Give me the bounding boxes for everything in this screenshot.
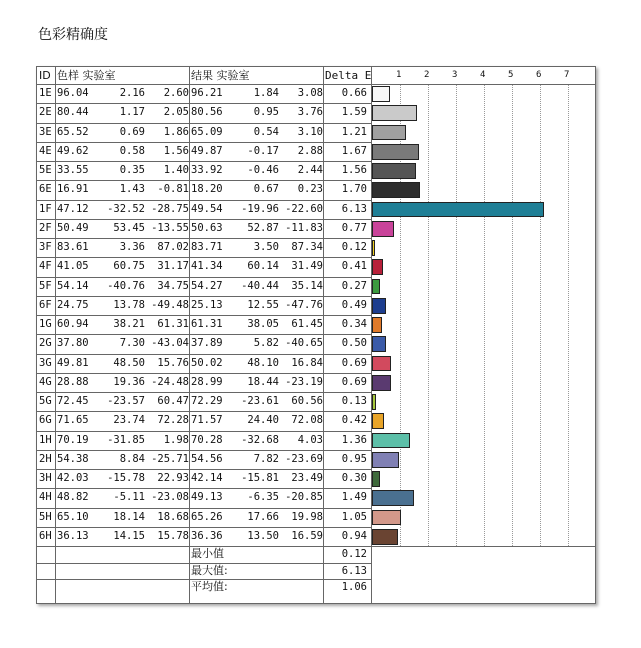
row-id: 6F (39, 298, 52, 311)
sample-lab-value: 34.75 (157, 279, 189, 292)
grid-line (456, 84, 457, 546)
sample-lab-value: 0.58 (119, 144, 145, 157)
header-divider (37, 84, 595, 85)
result-lab-value: 4.03 (297, 433, 323, 446)
sample-lab-value: 72.28 (157, 414, 189, 427)
result-lab-value: 50.63 (191, 221, 223, 234)
row-id: 1H (39, 433, 52, 446)
sample-lab-value: 2.05 (163, 106, 189, 119)
result-lab-value: 49.87 (191, 144, 223, 157)
delta-e-value: 0.12 (341, 241, 367, 253)
sample-lab-value: 87.02 (157, 241, 189, 253)
sample-lab-value: 15.78 (157, 529, 189, 542)
delta-e-value: 0.95 (341, 452, 367, 465)
result-lab-value: -32.68 (241, 433, 279, 446)
delta-e-value: 0.34 (341, 318, 367, 330)
summary-label: 平均值: (191, 580, 228, 593)
sample-lab-value: 1.86 (163, 125, 189, 138)
summary-value: 1.06 (341, 581, 367, 593)
result-lab-value: 71.57 (191, 414, 223, 427)
sample-lab-value: -15.78 (107, 472, 145, 484)
axis-tick-label: 4 (480, 70, 486, 80)
row-id: 3G (39, 356, 52, 369)
axis-tick-label: 6 (536, 70, 542, 80)
result-lab-value: 96.21 (191, 87, 223, 99)
result-lab-value: 13.50 (247, 529, 279, 542)
sample-lab-value: 47.12 (57, 202, 89, 215)
axis-tick-label: 3 (452, 70, 458, 80)
sample-lab-value: 65.10 (57, 510, 89, 523)
result-lab-value: 87.34 (291, 241, 323, 253)
delta-e-bar (372, 298, 386, 314)
result-lab-value: -15.81 (241, 472, 279, 484)
sample-lab-value: 49.62 (57, 144, 89, 157)
row-id: 3F (39, 241, 52, 253)
result-lab-value: 49.13 (191, 491, 223, 504)
delta-e-value: 1.49 (341, 491, 367, 504)
delta-e-bar (372, 105, 417, 121)
column-divider (371, 67, 372, 603)
sample-lab-value: 1.40 (163, 164, 189, 176)
row-id: 1F (39, 202, 52, 215)
result-lab-value: -40.44 (241, 279, 279, 292)
sample-lab-value: 71.65 (57, 414, 89, 427)
delta-e-value: 0.77 (341, 221, 367, 234)
row-id: 1G (39, 318, 52, 330)
delta-e-bar (372, 510, 401, 526)
result-lab-value: 16.59 (291, 529, 323, 542)
sample-lab-value: 33.55 (57, 164, 89, 176)
result-lab-value: 18.20 (191, 183, 223, 196)
sample-lab-value: 22.93 (157, 472, 189, 484)
result-lab-value: 23.49 (291, 472, 323, 484)
sample-lab-value: 1.17 (119, 106, 145, 119)
delta-e-bar (372, 202, 544, 218)
result-lab-value: 52.87 (247, 221, 279, 234)
sample-lab-value: 24.75 (57, 298, 89, 311)
sample-lab-value: 38.21 (113, 318, 145, 330)
row-id: 2H (39, 452, 52, 465)
sample-lab-value: 23.74 (113, 414, 145, 427)
result-lab-value: 2.88 (297, 144, 323, 157)
result-lab-value: 0.95 (253, 106, 279, 119)
sample-lab-value: 28.88 (57, 375, 89, 388)
result-lab-value: -23.61 (241, 395, 279, 407)
delta-e-bar (372, 490, 414, 506)
result-lab-value: 31.49 (291, 260, 323, 273)
result-lab-value: -23.69 (285, 452, 323, 465)
result-lab-value: 65.26 (191, 510, 223, 523)
result-lab-value: 48.10 (247, 356, 279, 369)
delta-e-bar (372, 86, 390, 102)
sample-lab-value: 60.94 (57, 318, 89, 330)
delta-e-value: 0.66 (341, 87, 367, 99)
result-lab-value: 50.02 (191, 356, 223, 369)
header-sample: 色样 实验室 (57, 69, 116, 82)
delta-e-value: 0.42 (341, 414, 367, 427)
sample-lab-value: 49.81 (57, 356, 89, 369)
row-id: 3H (39, 472, 52, 484)
axis-tick-label: 1 (396, 70, 402, 80)
sample-lab-value: -23.08 (151, 491, 189, 504)
sample-lab-value: 54.38 (57, 452, 89, 465)
summary-label: 最大值: (191, 563, 228, 577)
result-lab-value: -19.96 (241, 202, 279, 215)
result-lab-value: -20.85 (285, 491, 323, 504)
result-lab-value: -23.19 (285, 375, 323, 388)
delta-e-value: 0.69 (341, 375, 367, 388)
result-lab-value: 72.08 (291, 414, 323, 427)
row-id: 4E (39, 144, 52, 157)
result-lab-value: 7.82 (253, 452, 279, 465)
delta-e-bar (372, 317, 382, 333)
grid-line (540, 84, 541, 546)
result-lab-value: 3.76 (297, 106, 323, 119)
sample-lab-value: -43.04 (151, 337, 189, 350)
result-lab-value: 41.34 (191, 260, 223, 273)
result-lab-value: 3.50 (253, 241, 279, 253)
delta-e-bar (372, 413, 384, 429)
sample-lab-value: -31.85 (107, 433, 145, 446)
result-lab-value: -47.76 (285, 298, 323, 311)
result-lab-value: 19.98 (291, 510, 323, 523)
sample-lab-value: 1.98 (163, 433, 189, 446)
sample-lab-value: 1.43 (119, 183, 145, 196)
row-id: 5G (39, 395, 52, 407)
result-lab-value: 70.28 (191, 433, 223, 446)
delta-e-bar (372, 375, 391, 391)
summary-divider (37, 579, 371, 580)
sample-lab-value: 96.04 (57, 87, 89, 99)
result-lab-value: 42.14 (191, 472, 223, 484)
delta-e-bar (372, 529, 398, 545)
result-lab-value: 5.82 (253, 337, 279, 350)
sample-lab-value: 72.45 (57, 395, 89, 407)
sample-lab-value: -23.57 (107, 395, 145, 407)
result-lab-value: 61.31 (191, 318, 223, 330)
delta-e-bar (372, 163, 416, 179)
result-lab-value: -40.65 (285, 337, 323, 350)
result-lab-value: 18.44 (247, 375, 279, 388)
row-id: 2F (39, 221, 52, 234)
grid-line (484, 84, 485, 546)
sample-lab-value: -24.48 (151, 375, 189, 388)
result-lab-value: 72.29 (191, 395, 223, 407)
delta-e-bar (372, 240, 375, 256)
delta-e-value: 0.50 (341, 337, 367, 350)
color-accuracy-table (36, 66, 596, 604)
delta-e-value: 1.36 (341, 433, 367, 446)
result-lab-value: 36.36 (191, 529, 223, 542)
sample-lab-value: 19.36 (113, 375, 145, 388)
grid-line (568, 84, 569, 546)
row-id: 1E (39, 87, 52, 99)
column-divider (189, 67, 190, 603)
result-lab-value: 60.14 (247, 260, 279, 273)
delta-e-bar (372, 259, 383, 275)
result-lab-value: 83.71 (191, 241, 223, 253)
row-id: 5H (39, 510, 52, 523)
sample-lab-value: 60.75 (113, 260, 145, 273)
result-lab-value: 65.09 (191, 125, 223, 138)
sample-lab-value: 1.56 (163, 144, 189, 157)
delta-e-bar (372, 182, 420, 198)
sample-lab-value: 0.69 (119, 125, 145, 138)
row-id: 2G (39, 337, 52, 350)
sample-lab-value: 53.45 (113, 221, 145, 234)
sample-lab-value: 41.05 (57, 260, 89, 273)
header-id: ID (39, 69, 51, 82)
sample-lab-value: -32.52 (107, 202, 145, 215)
sample-lab-value: 48.50 (113, 356, 145, 369)
sample-lab-value: 2.60 (163, 87, 189, 99)
sample-lab-value: 14.15 (113, 529, 145, 542)
row-id: 4H (39, 491, 52, 504)
sample-lab-value: -5.11 (113, 491, 145, 504)
axis-tick-label: 7 (564, 70, 570, 80)
delta-e-value: 0.27 (341, 279, 367, 292)
row-id: 3E (39, 125, 52, 138)
result-lab-value: 54.27 (191, 279, 223, 292)
result-lab-value: 61.45 (291, 318, 323, 330)
result-lab-value: 49.54 (191, 202, 223, 215)
row-id: 6H (39, 529, 52, 542)
sample-lab-value: 36.13 (57, 529, 89, 542)
result-lab-value: 1.84 (253, 87, 279, 99)
sample-lab-value: -13.55 (151, 221, 189, 234)
delta-e-value: 0.49 (341, 298, 367, 311)
result-lab-value: 16.84 (291, 356, 323, 369)
sample-lab-value: 0.35 (119, 164, 145, 176)
result-lab-value: 3.08 (297, 87, 323, 99)
result-lab-value: 24.40 (247, 414, 279, 427)
row-id: 5E (39, 164, 52, 176)
result-lab-value: -11.83 (285, 221, 323, 234)
delta-e-bar (372, 336, 386, 352)
column-divider (55, 67, 56, 603)
delta-e-value: 1.21 (341, 125, 367, 138)
sample-lab-value: 8.84 (119, 452, 145, 465)
sample-lab-value: 54.14 (57, 279, 89, 292)
column-divider (323, 67, 324, 603)
result-lab-value: -0.46 (247, 164, 279, 176)
result-lab-value: 60.56 (291, 395, 323, 407)
sample-lab-value: -0.81 (157, 183, 189, 196)
grid-line (428, 84, 429, 546)
result-lab-value: 37.89 (191, 337, 223, 350)
summary-value: 0.12 (341, 548, 367, 560)
sample-lab-value: 83.61 (57, 241, 89, 253)
sample-lab-value: 2.16 (119, 87, 145, 99)
sample-lab-value: -49.48 (151, 298, 189, 311)
result-lab-value: -6.35 (247, 491, 279, 504)
grid-line (512, 84, 513, 546)
sample-lab-value: 42.03 (57, 472, 89, 484)
header-delta: Delta E (325, 69, 372, 82)
row-id: 6E (39, 183, 52, 196)
delta-e-value: 1.05 (341, 510, 367, 523)
delta-e-bar (372, 221, 394, 237)
body-bottom-divider (37, 546, 595, 547)
row-id: 5F (39, 279, 52, 292)
sample-lab-value: 37.80 (57, 337, 89, 350)
result-lab-value: 3.10 (297, 125, 323, 138)
delta-e-value: 6.13 (341, 202, 367, 215)
sample-lab-value: 70.19 (57, 433, 89, 446)
result-lab-value: 12.55 (247, 298, 279, 311)
summary-divider (37, 563, 371, 564)
sample-lab-value: 61.31 (157, 318, 189, 330)
sample-lab-value: 48.82 (57, 491, 89, 504)
sample-lab-value: -28.75 (151, 202, 189, 215)
result-lab-value: 0.23 (297, 183, 323, 196)
result-lab-value: 2.44 (297, 164, 323, 176)
delta-e-value: 1.67 (341, 144, 367, 157)
sample-lab-value: 31.17 (157, 260, 189, 273)
sample-lab-value: 18.68 (157, 510, 189, 523)
sample-lab-value: 65.52 (57, 125, 89, 138)
sample-lab-value: -40.76 (107, 279, 145, 292)
delta-e-bar (372, 279, 380, 295)
delta-e-bar (372, 471, 380, 487)
result-lab-value: 0.54 (253, 125, 279, 138)
sample-lab-value: 16.91 (57, 183, 89, 196)
sample-lab-value: 15.76 (157, 356, 189, 369)
result-lab-value: 0.67 (253, 183, 279, 196)
delta-e-value: 0.13 (341, 395, 367, 407)
sample-lab-value: 60.47 (157, 395, 189, 407)
page-title: 色彩精确度 (38, 27, 108, 43)
summary-value: 6.13 (341, 564, 367, 577)
summary-label: 最小值 (191, 547, 224, 560)
sample-lab-value: 3.36 (119, 241, 145, 253)
sample-lab-value: 7.30 (119, 337, 145, 350)
delta-e-bar (372, 433, 410, 449)
result-lab-value: 35.14 (291, 279, 323, 292)
delta-e-value: 1.59 (341, 106, 367, 119)
delta-e-value: 0.41 (341, 260, 367, 273)
result-lab-value: -0.17 (247, 144, 279, 157)
row-id: 4G (39, 375, 52, 388)
delta-e-value: 1.56 (341, 164, 367, 176)
result-lab-value: 54.56 (191, 452, 223, 465)
row-id: 4F (39, 260, 52, 273)
sample-lab-value: 80.44 (57, 106, 89, 119)
sample-lab-value: 50.49 (57, 221, 89, 234)
axis-tick-label: 2 (424, 70, 430, 80)
result-lab-value: 33.92 (191, 164, 223, 176)
delta-e-bar (372, 394, 376, 410)
sample-lab-value: 18.14 (113, 510, 145, 523)
result-lab-value: 17.66 (247, 510, 279, 523)
result-lab-value: 25.13 (191, 298, 223, 311)
result-lab-value: -22.60 (285, 202, 323, 215)
delta-e-bar (372, 144, 419, 160)
delta-e-value: 0.30 (341, 472, 367, 484)
delta-e-bar (372, 356, 391, 372)
result-lab-value: 38.05 (247, 318, 279, 330)
delta-e-value: 1.70 (341, 183, 367, 196)
sample-lab-value: -25.71 (151, 452, 189, 465)
result-lab-value: 28.99 (191, 375, 223, 388)
delta-e-value: 0.94 (341, 529, 367, 542)
delta-e-bar (372, 452, 399, 468)
axis-tick-label: 5 (508, 70, 514, 80)
row-id: 6G (39, 414, 52, 427)
result-lab-value: 80.56 (191, 106, 223, 119)
row-id: 2E (39, 106, 52, 119)
delta-e-value: 0.69 (341, 356, 367, 369)
sample-lab-value: 13.78 (113, 298, 145, 311)
delta-e-bar (372, 125, 406, 141)
header-result: 结果 实验室 (191, 69, 250, 82)
